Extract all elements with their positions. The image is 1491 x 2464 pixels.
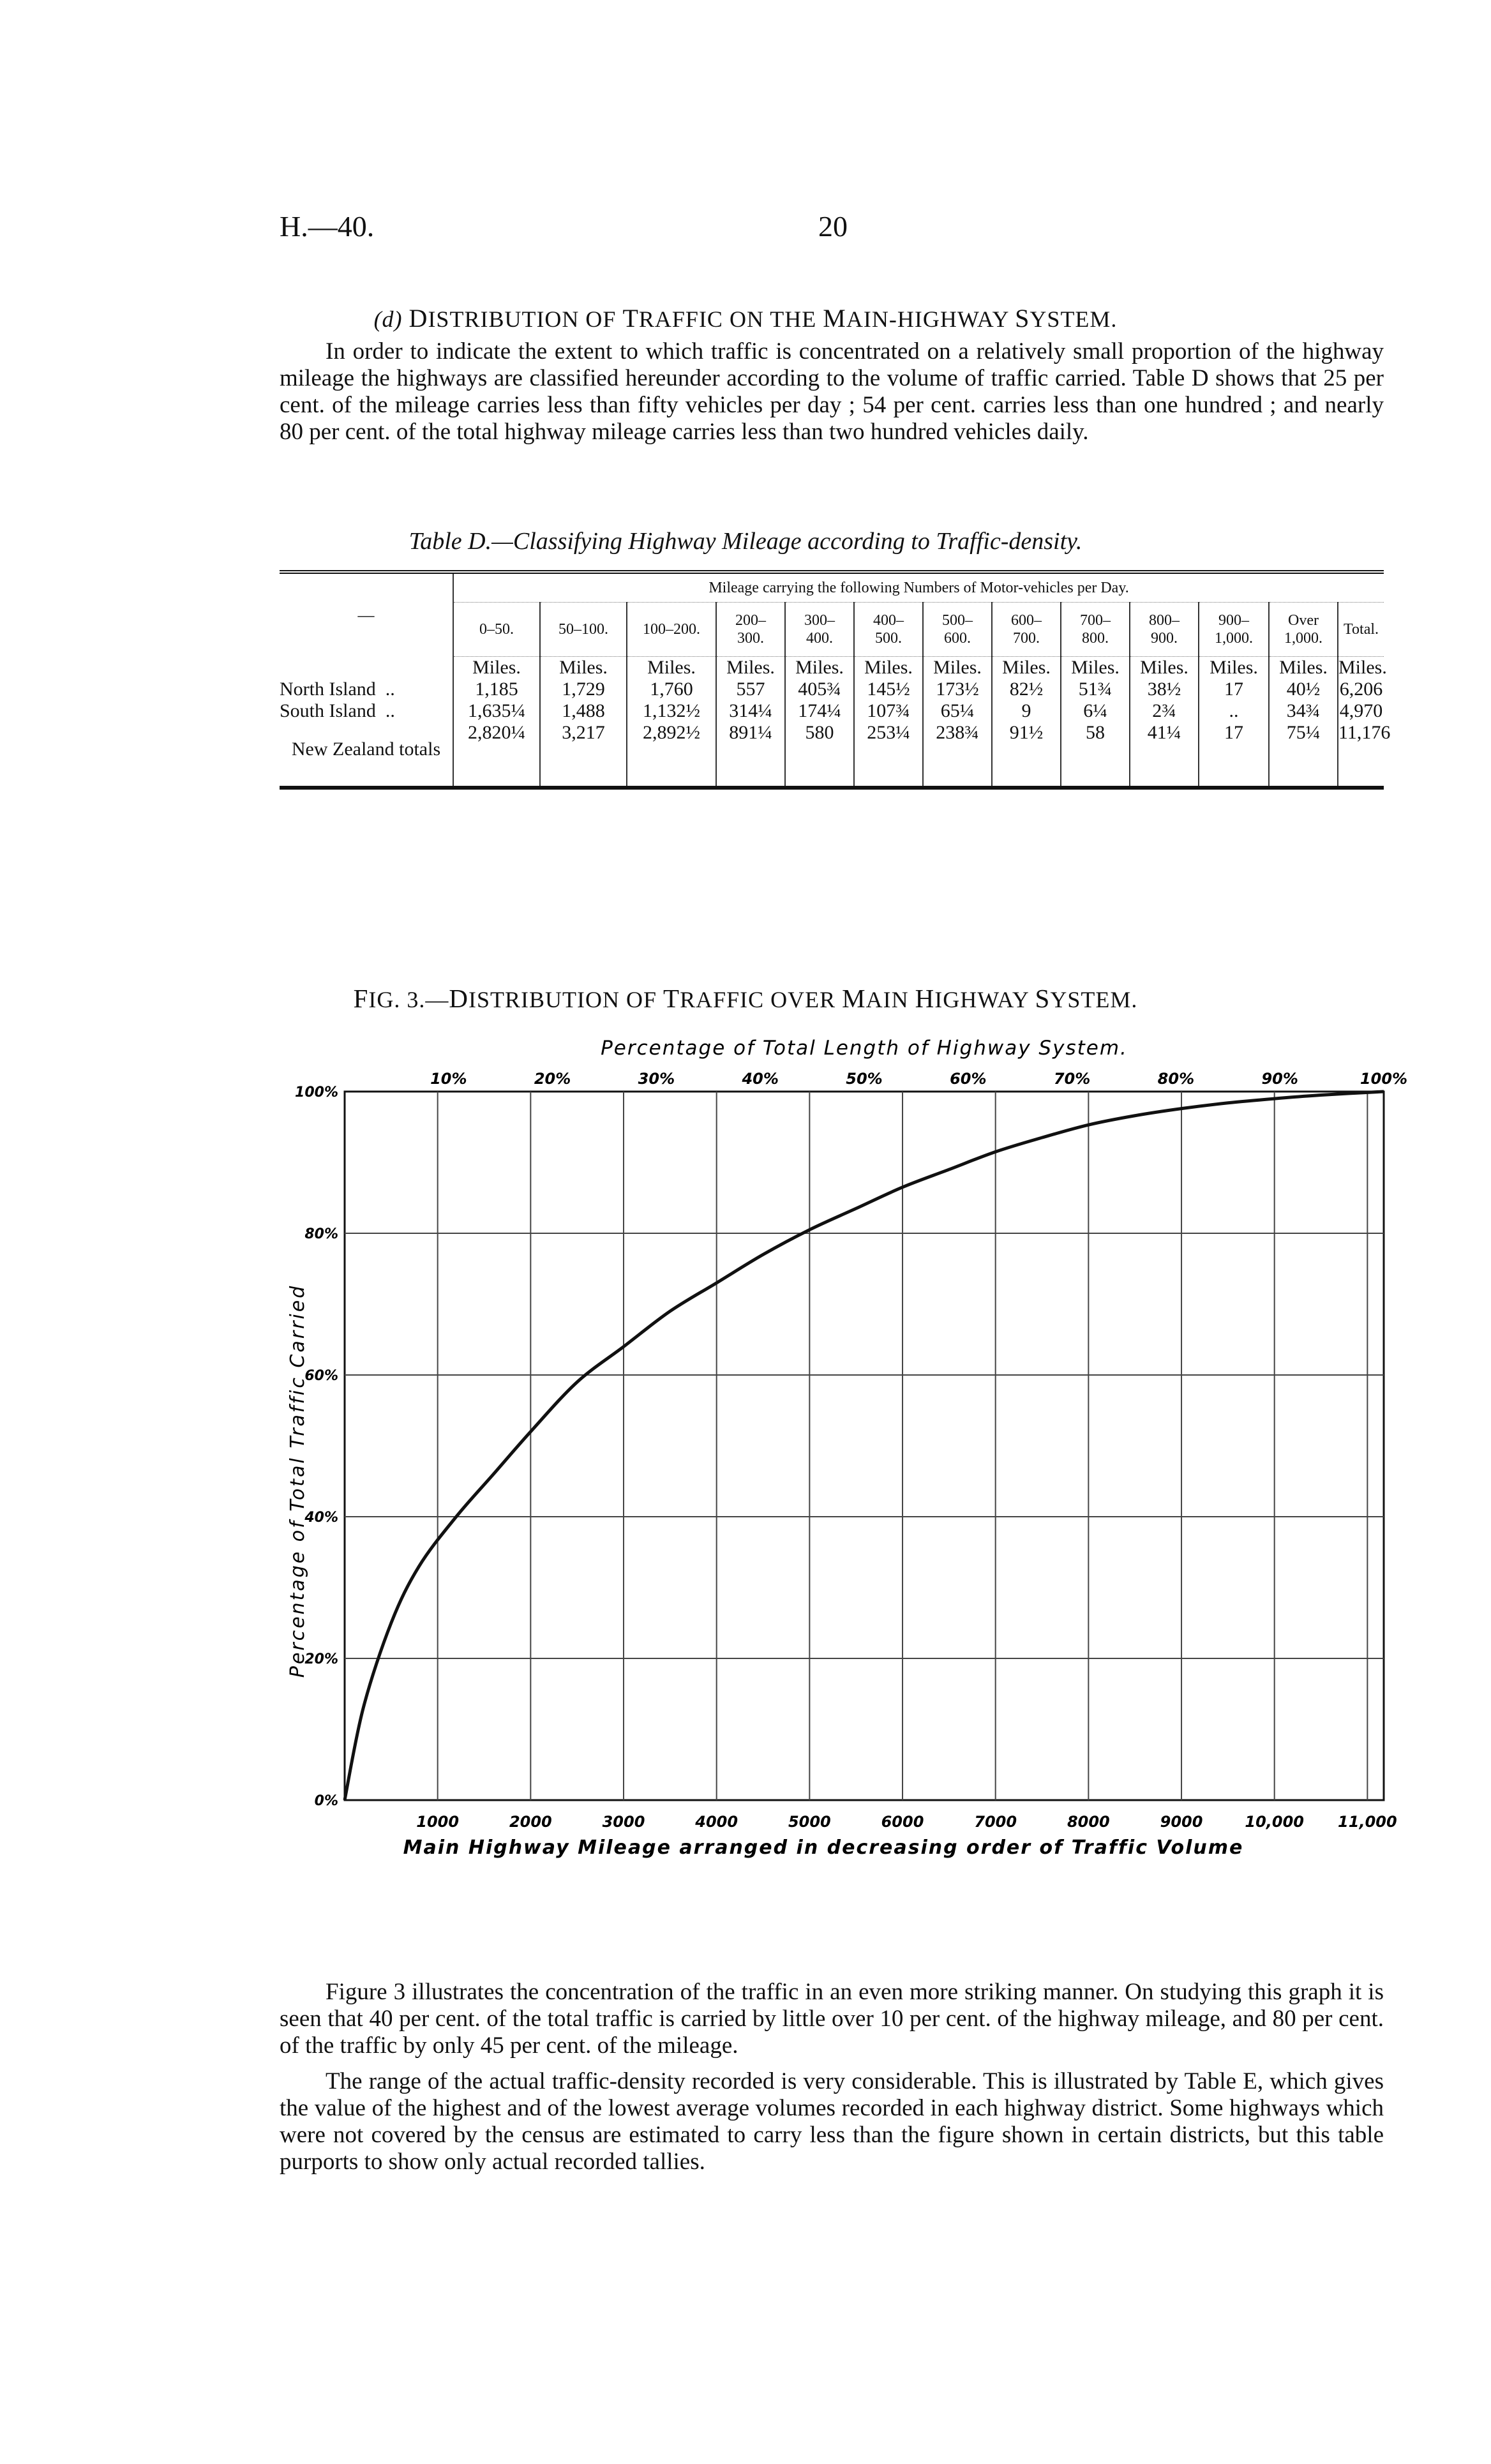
x-tick-label: 6000 [881, 1813, 924, 1831]
plot-frame [345, 1092, 1384, 1800]
unit-cell: Miles. [785, 657, 854, 679]
top-axis-title: Percentage of Total Length of Highway System. [601, 1037, 1128, 1060]
column-header: 50–100. [540, 603, 627, 657]
column-header: 400– 500. [854, 603, 923, 657]
totals-cell: 17 [1199, 722, 1269, 786]
table-cell: 6,206 [1338, 679, 1384, 700]
unit-cell: Miles. [854, 657, 923, 679]
unit-cell: Miles. [540, 657, 627, 679]
table-cell: 40½ [1269, 679, 1338, 700]
x-tick-label: 11,000 [1338, 1813, 1397, 1831]
column-header: 900– 1,000. [1199, 603, 1269, 657]
figure-title-prefix: F [353, 984, 369, 1013]
table-cell: 6¼ [1061, 700, 1130, 722]
column-header: 500– 600. [923, 603, 992, 657]
table-cell: 17 [1199, 679, 1269, 700]
x-tick-label: 7000 [974, 1813, 1017, 1831]
heading-capital: D [408, 304, 428, 333]
column-header: 300– 400. [785, 603, 854, 657]
column-header: Over 1,000. [1269, 603, 1338, 657]
top-tick-label: 30% [638, 1070, 675, 1088]
heading-small-caps: AIN [865, 987, 915, 1012]
x-tick-label: 1000 [416, 1813, 460, 1831]
totals-cell: 580 [785, 722, 854, 786]
running-header-ref: H.—40. [280, 210, 375, 243]
totals-cell: 91½ [992, 722, 1061, 786]
table-cell: 9 [992, 700, 1061, 722]
range-paragraph: The range of the actual traffic-density recorded is very considerable. This is illustrated by Table E, which gives the value of the highest and of the lowest average volumes recorded in each highway district. Some highways which were not covered by the census are estimated to carry less than the figure shown in certain districts, but this table purports to show only actual recorded tallies. [280, 2068, 1384, 2175]
x-tick-label: 9000 [1160, 1813, 1203, 1831]
heading-small-caps: ISTRIBUTION OF [428, 306, 623, 332]
table-cell: 38½ [1130, 679, 1199, 700]
column-header: 200– 300. [716, 603, 785, 657]
table-cell: 1,729 [540, 679, 627, 700]
unit-cell: Miles. [1338, 657, 1387, 678]
y-tick-label: 60% [304, 1368, 338, 1384]
y-tick-label: 100% [295, 1085, 338, 1101]
unit-cell: Miles. [1061, 657, 1130, 679]
heading-small-caps: YSTEM. [1050, 987, 1138, 1012]
totals-cell: 238¾ [923, 722, 992, 786]
row-label: North Island .. [280, 679, 395, 700]
x-tick-label: 4000 [695, 1813, 738, 1831]
intro-paragraph: In order to indicate the extent to which traffic is concentrated on a relatively small proportion of the highway mileage the highways are classified hereunder according to the volume of traffic carried. Table D shows that 25 per cent. of the mileage carries less than fifty vehicles per day ; 54 per cent. carries less than one hundred ; and nearly 80 per cent. of the total highway mileage carries less than two hundred vehicles daily. [280, 338, 1384, 445]
unit-cell: Miles. [923, 657, 992, 679]
totals-cell: 253¼ [854, 722, 923, 786]
heading-small-caps: RAFFIC ON THE [638, 306, 823, 332]
table-cell: 2¾ [1130, 700, 1199, 722]
y-axis-label: Percentage of Total Traffic Carried [287, 1284, 309, 1678]
heading-capital: D [449, 984, 469, 1013]
heading-small-caps: AIN-HIGHWAY [846, 306, 1015, 332]
totals-label: New Zealand totals [291, 739, 441, 760]
table-cell: 34¾ [1269, 700, 1338, 722]
y-tick-label: 80% [304, 1226, 338, 1242]
section-prefix: (d) [373, 306, 403, 332]
column-header: 800– 900. [1130, 603, 1199, 657]
unit-cell: Miles. [716, 657, 785, 679]
column-header: 100–200. [627, 603, 716, 657]
table-cell: 405¾ [785, 679, 854, 700]
heading-capital: S [1015, 304, 1030, 333]
series-line [345, 1092, 1384, 1800]
table-span-header: Mileage carrying the following Numbers of Motor-vehicles per Day. [453, 574, 1384, 603]
totals-cell: 2,892½ [627, 722, 716, 786]
column-header: Total. [1338, 603, 1384, 657]
totals-cell: 58 [1061, 722, 1130, 786]
table-caption: Table D.—Classifying Highway Mileage according to Traffic-density. [408, 528, 1083, 555]
top-tick-label: 60% [950, 1070, 987, 1088]
x-tick-label: 10,000 [1245, 1813, 1305, 1831]
totals-cell: 75¼ [1269, 722, 1338, 786]
top-tick-label: 80% [1157, 1070, 1195, 1088]
x-tick-label: 2000 [509, 1813, 552, 1831]
x-axis-label: Main Highway Mileage arranged in decreasing order of Traffic Volume [403, 1837, 1244, 1859]
heading-capital: T [663, 984, 680, 1013]
column-header: 0–50. [453, 603, 540, 657]
top-tick-label: 40% [742, 1070, 779, 1088]
heading-small-caps: IG. 3.— [368, 987, 449, 1012]
unit-cell: Miles. [627, 657, 716, 679]
table-cell: 82½ [992, 679, 1061, 700]
row-label: South Island .. [280, 700, 395, 721]
y-tick-label: 0% [314, 1793, 338, 1809]
totals-cell: 11,176 [1338, 722, 1384, 786]
page-number: 20 [818, 210, 848, 243]
y-tick-label: 40% [304, 1510, 338, 1526]
table-cell: 173½ [923, 679, 992, 700]
table-cell: 1,635¼ [453, 700, 540, 722]
heading-capital: M [823, 304, 846, 333]
table-cell: 107¾ [854, 700, 923, 722]
heading-small-caps: YSTEM. [1030, 306, 1118, 332]
table-cell: 1,760 [627, 679, 716, 700]
x-tick-label: 8000 [1067, 1813, 1110, 1831]
top-tick-label: 10% [430, 1070, 467, 1088]
totals-cell: 2,820¼ [453, 722, 540, 786]
table-cell: .. [1199, 700, 1269, 722]
heading-capital: H [915, 984, 935, 1013]
table-cell: 65¼ [923, 700, 992, 722]
totals-cell: 41¼ [1130, 722, 1199, 786]
table-cell: 174¼ [785, 700, 854, 722]
table-cell: 1,132½ [627, 700, 716, 722]
table-corner: — [357, 605, 375, 624]
x-tick-label: 3000 [602, 1813, 645, 1831]
table-cell: 557 [716, 679, 785, 700]
table-cell: 1,488 [540, 700, 627, 722]
top-tick-label: 90% [1261, 1070, 1298, 1088]
unit-cell: Miles. [1130, 657, 1199, 679]
unit-cell: Miles. [1269, 657, 1338, 679]
top-tick-label: 20% [534, 1070, 571, 1088]
heading-small-caps: RAFFIC OVER [680, 987, 843, 1012]
totals-cell: 3,217 [540, 722, 627, 786]
table-cell: 145½ [854, 679, 923, 700]
figure-paragraph: Figure 3 illustrates the concentration of the traffic in an even more striking manner. On studying this graph it is seen that 40 per cent. of the total traffic is carried by little over 10 per cent. of the highway mileage, and 80 per cent. of the traffic by only 45 per cent. of the mileage. [280, 1979, 1384, 2059]
heading-capital: S [1035, 984, 1051, 1013]
top-tick-label: 70% [1053, 1070, 1091, 1088]
table-cell: 4,970 [1338, 700, 1384, 722]
top-tick-label: 100% [1360, 1070, 1408, 1088]
top-tick-label: 50% [846, 1070, 883, 1088]
x-tick-label: 5000 [788, 1813, 831, 1831]
table-cell: 51¾ [1061, 679, 1130, 700]
unit-cell: Miles. [992, 657, 1061, 679]
heading-small-caps: ISTRIBUTION OF [468, 987, 664, 1012]
totals-cell: 891¼ [716, 722, 785, 786]
table-cell: 314¼ [716, 700, 785, 722]
column-header: 700– 800. [1061, 603, 1130, 657]
table-cell: 1,185 [453, 679, 540, 700]
heading-capital: M [842, 984, 866, 1013]
unit-cell: Miles. [453, 657, 540, 679]
y-tick-label: 20% [304, 1651, 338, 1667]
heading-small-caps: IGHWAY [934, 987, 1035, 1012]
column-header: 600– 700. [992, 603, 1061, 657]
heading-capital: T [622, 304, 639, 333]
unit-cell: Miles. [1199, 657, 1269, 679]
